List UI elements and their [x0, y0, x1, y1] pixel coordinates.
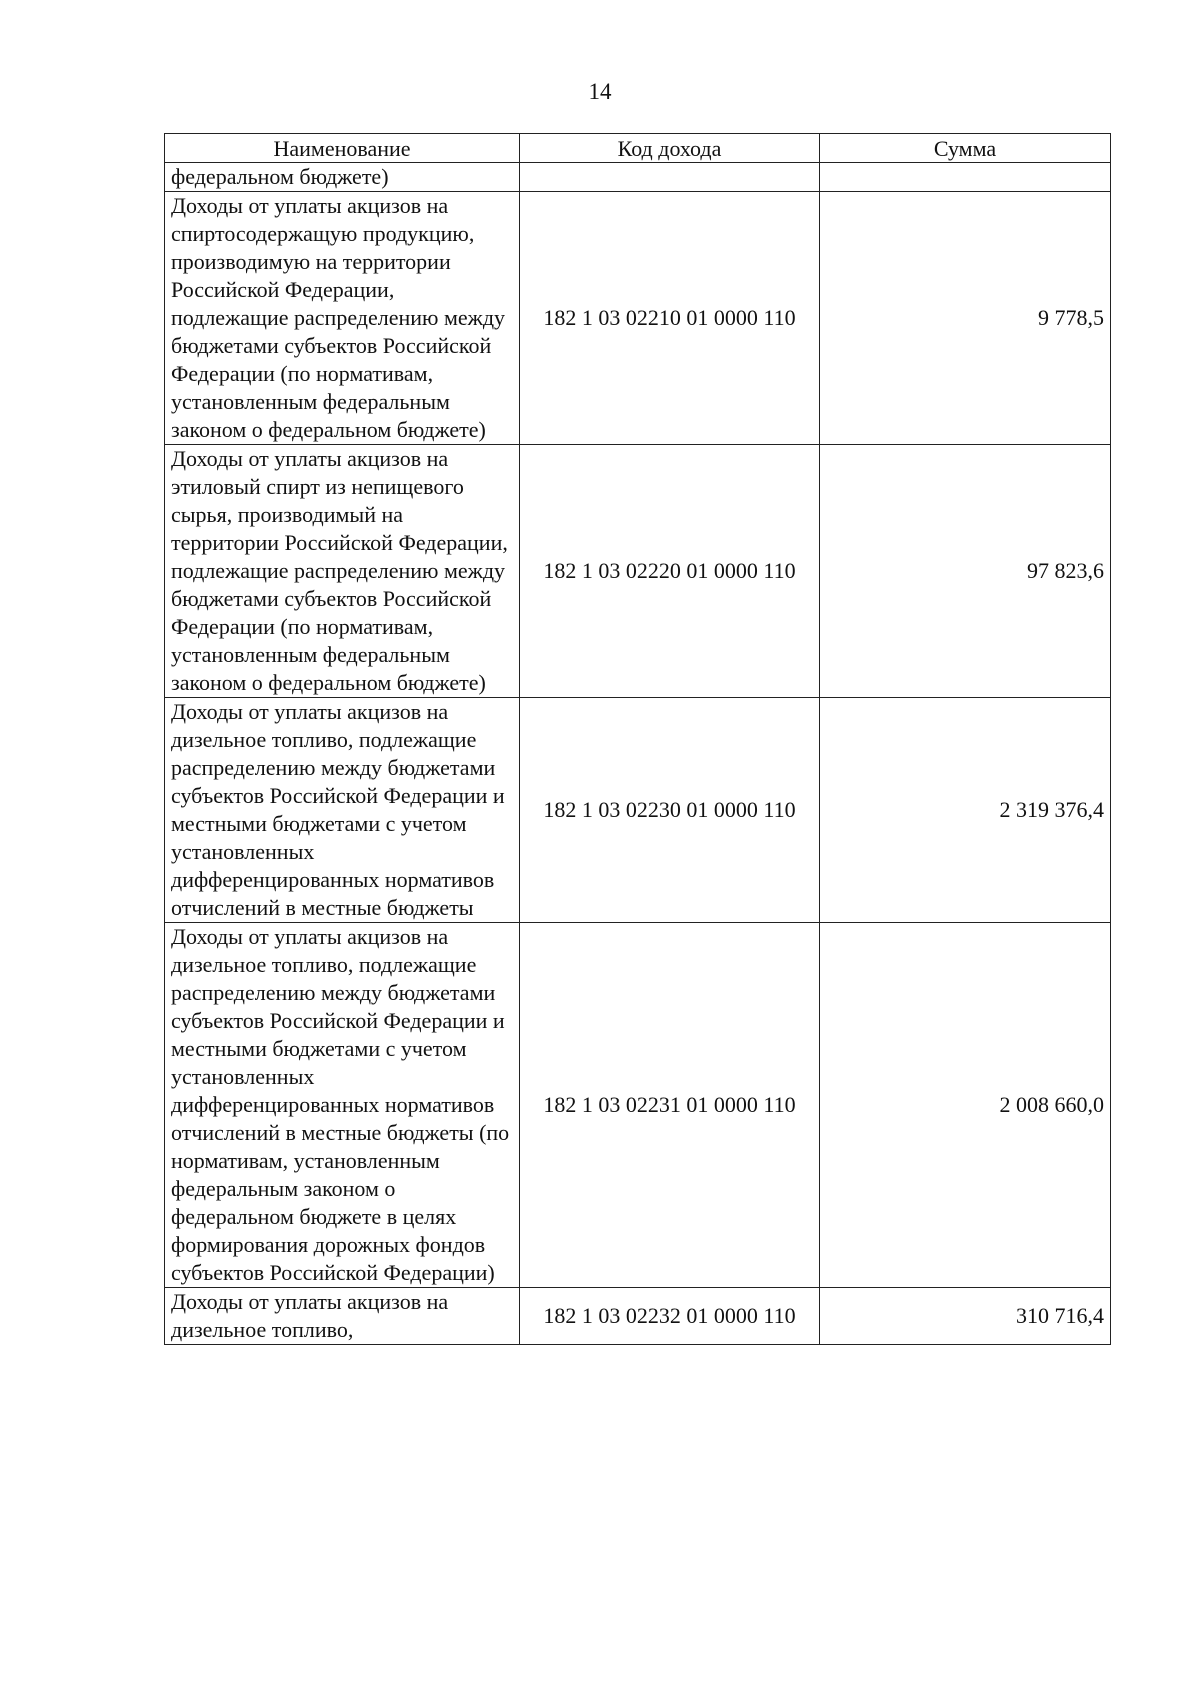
revenue-table	[164, 133, 1111, 1345]
row-name-cell: Доходы от уплаты акцизов на спиртосодержащую продукцию, производимую на территории Российской Федерации, подлежащие распределению между бюджетами субъектов Российской Федерации (по нормативам, установленным федеральным законом о федеральном бюджете)	[165, 192, 520, 445]
table-header-row	[165, 134, 1111, 163]
table-row	[165, 163, 1111, 192]
page-number: 14	[588, 79, 612, 104]
row-sum-cell: 310 716,4	[820, 1288, 1111, 1345]
row-name-cell: Доходы от уплаты акцизов на этиловый спирт из непищевого сырья, производимый на территории Российской Федерации, подлежащие распределению между бюджетами субъектов Российской Федерации (по нормативам, установленным федеральным законом о федеральном бюджете)	[165, 445, 520, 698]
table-row	[165, 923, 1111, 1288]
row-sum-cell: 9 778,5	[820, 192, 1111, 445]
row-code-cell: 182 1 03 02210 01 0000 110	[520, 192, 820, 445]
table-row	[165, 698, 1111, 923]
row-name-cell: Доходы от уплаты акцизов на дизельное топливо, подлежащие распределению между бюджетами субъектов Российской Федерации и местными бюджетами с учетом установленных дифференцированных нормативов отчислений в местные бюджеты	[165, 698, 520, 923]
row-sum-cell: 97 823,6	[820, 445, 1111, 698]
row-sum-cell	[820, 163, 1111, 192]
column-header-sum: Сумма	[820, 134, 1111, 163]
row-sum-cell: 2 319 376,4	[820, 698, 1111, 923]
row-sum-cell: 2 008 660,0	[820, 923, 1111, 1288]
column-header-code: Код дохода	[520, 134, 820, 163]
row-code-cell: 182 1 03 02230 01 0000 110	[520, 698, 820, 923]
row-name-cell: Доходы от уплаты акцизов на дизельное топливо, подлежащие распределению между бюджетами субъектов Российской Федерации и местными бюджетами с учетом установленных дифференцированных нормативов отчислений в местные бюджеты (по нормативам, установленным федеральным законом о федеральном бюджете в целях формирования дорожных фондов субъектов Российской Федерации)	[165, 923, 520, 1288]
table-row	[165, 445, 1111, 698]
row-code-cell: 182 1 03 02231 01 0000 110	[520, 923, 820, 1288]
table-row	[165, 192, 1111, 445]
row-name-cell: федеральном бюджете)	[165, 163, 520, 192]
row-code-cell	[520, 163, 820, 192]
table-row	[165, 1288, 1111, 1345]
column-header-name: Наименование	[165, 134, 520, 163]
row-code-cell: 182 1 03 02220 01 0000 110	[520, 445, 820, 698]
row-code-cell: 182 1 03 02232 01 0000 110	[520, 1288, 820, 1345]
row-name-cell: Доходы от уплаты акцизов на дизельное топливо,	[165, 1288, 520, 1345]
